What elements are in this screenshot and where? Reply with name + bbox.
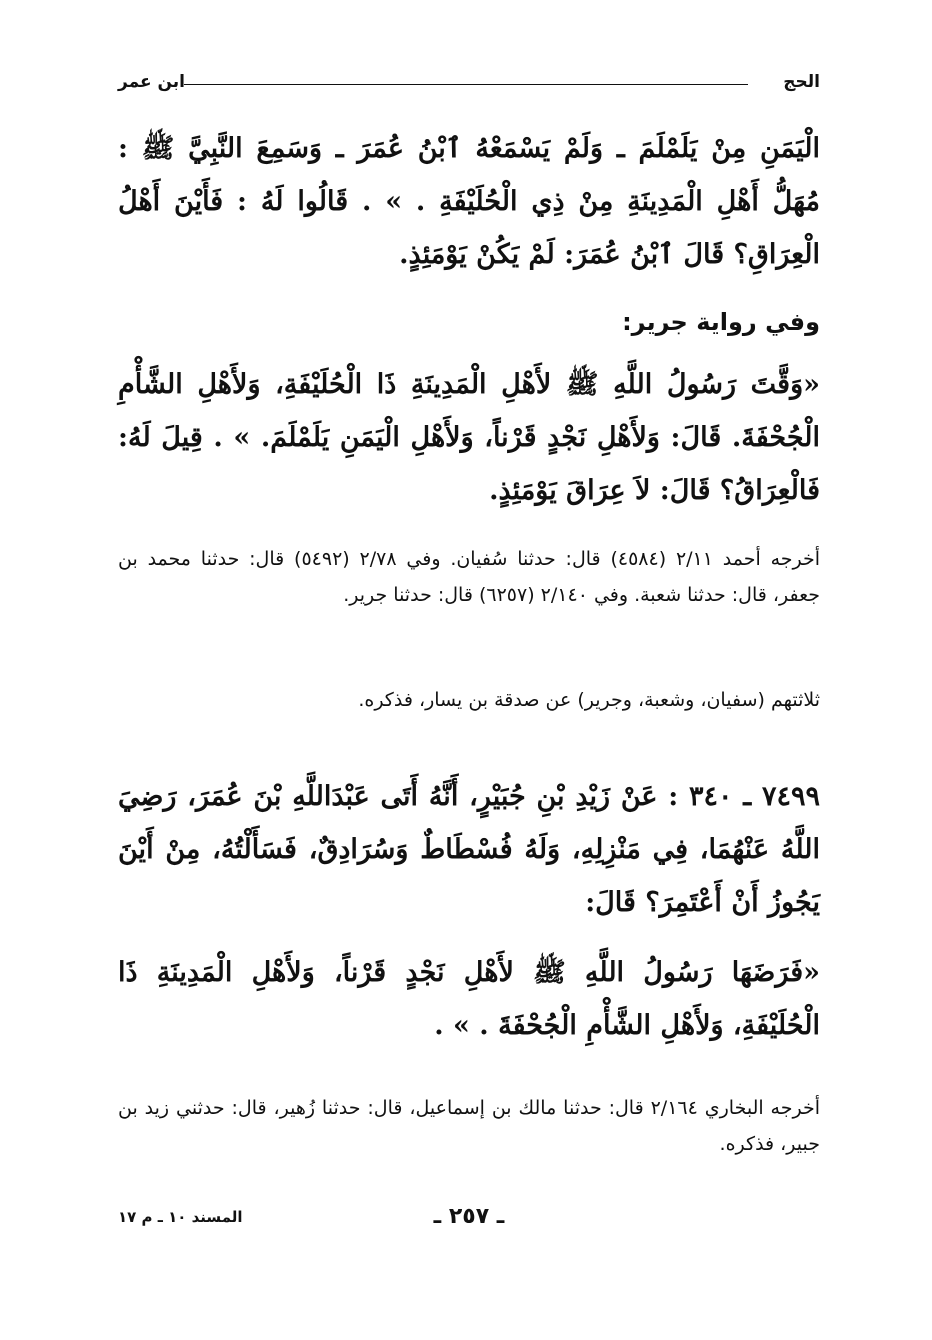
section-title: ابن عمر	[118, 72, 186, 92]
hadith-7499-text: «فَرَضَهَا رَسُولُ اللَّهِ ﷺ لأَهْلِ نَجْدٍ قَرْناً، وَلأَهْلِ الْمَدِينَةِ ذَا الْحُلَيْفَةِ، وَلأَهْلِ الشَّأْمِ الْجُحْفَةَ . » .	[118, 957, 820, 1041]
header-rule	[184, 84, 748, 85]
page-number: ـ ٢٥٧ ـ	[433, 1204, 505, 1229]
hadith-text-jarir: «وَقَّتَ رَسُولُ اللَّهِ ﷺ لأَهْلِ الْمَدِينَةِ ذَا الْحُلَيْفَةِ، وَلأَهْلِ الشَّأْمِ الْجُحْفَةَ. قَالَ: وَلأَهْلِ نَجْدٍ قَرْناً، وَلأَهْلِ الْيَمَنِ يَلَمْلَمَ. » . قِيلَ لَهُ: فَالْعِرَاقُ؟ قَالَ: لاَ عِرَاقَ يَوْمَئِذٍ.	[118, 369, 820, 506]
page-header	[118, 64, 820, 104]
takhrij-bukhari: أخرجه البخاري ٢/١٦٤ قال: حدثنا مالك بن إسماعيل، قال: حدثنا زُهير، قال: حدثني زيد بن جبير، فذكره.	[118, 1097, 820, 1155]
narration-variant-heading: وفي رواية جرير:	[622, 308, 820, 336]
isnad-summary: ثلاثتهم (سفيان، وشعبة، وجرير) عن صدقة بن يسار، فذكره.	[358, 689, 820, 711]
chapter-title: الحج	[783, 72, 820, 92]
hadith-7499-intro: ٧٤٩٩ ـ ٣٤٠ : عَنْ زَيْدِ بْنِ جُبَيْرٍ، أَنَّهُ أَتَى عَبْدَاللَّهِ بْنَ عُمَرَ، رَضِيَ اللَّهُ عَنْهُمَا، فِي مَنْزِلِهِ، وَلَهُ فُسْطَاطٌ وَسُرَادِقٌ، فَسَأَلْتُهُ، مِنْ أَيْنَ يَجُوزُ أَنْ أَعْتَمِرَ؟ قَالَ:	[118, 781, 820, 918]
page-footer	[118, 1204, 820, 1238]
hadith-text-continuation: الْيَمَنِ مِنْ يَلَمْلَمَ ـ وَلَمْ يَسْمَعْهُ ٱبْنُ عُمَرَ ـ وَسَمِعَ النَّبِيَّ ﷺ : مُهَلُّ أَهْلِ الْمَدِينَةِ مِنْ ذِي الْحُلَيْفَةِ . » . قَالُوا لَهُ : فَأَيْنَ أَهْلُ الْعِرَاقِ؟ قَالَ ٱبْنُ عُمَرَ: لَمْ يَكُنْ يَوْمَئِذٍ.	[118, 133, 820, 270]
volume-signature: المسند ١٠ ـ م ١٧	[118, 1208, 243, 1226]
takhrij-ahmad: أخرجه أحمد ٢/١١ (٤٥٨٤) قال: حدثنا سُفيان. وفي ٢/٧٨ (٥٤٩٢) قال: حدثنا محمد بن جعفر، قال: حدثنا شعبة. وفي ٢/١٤٠ (٦٢٥٧) قال: حدثنا جرير.	[118, 548, 821, 606]
